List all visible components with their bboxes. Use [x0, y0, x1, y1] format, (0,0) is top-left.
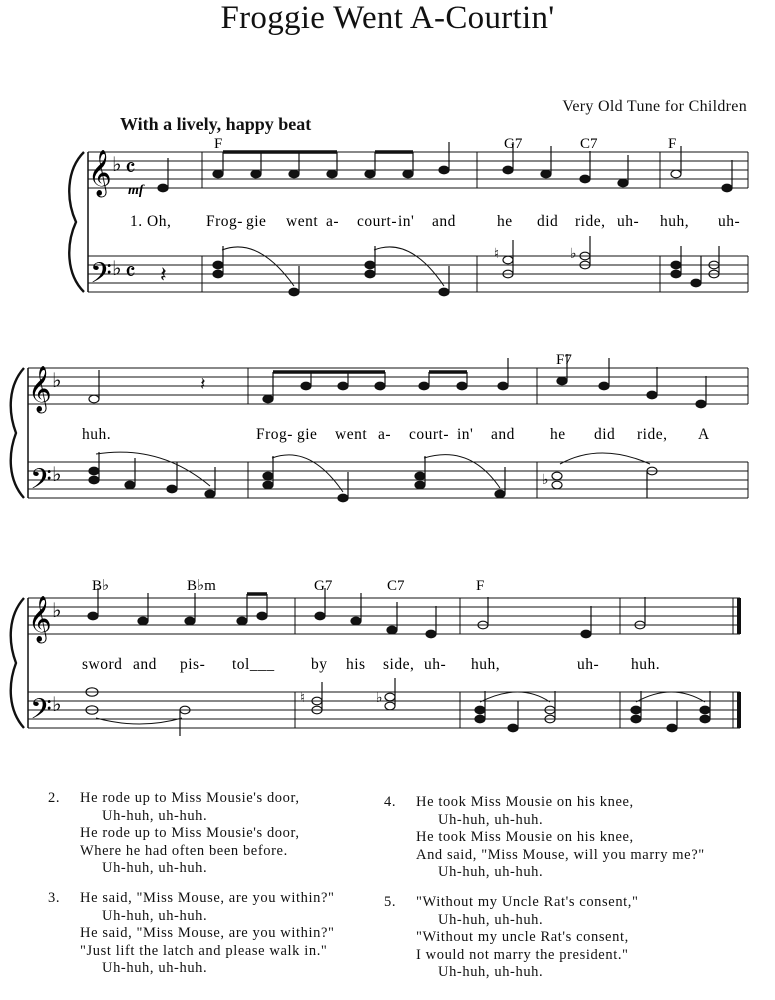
verse-line: Uh-huh, uh-huh.: [438, 864, 544, 881]
lyric-syllable: his: [346, 656, 366, 673]
lyric-syllable: uh-: [718, 213, 741, 230]
lyric-syllable: ride,: [575, 213, 606, 230]
dynamic-marking: mf: [128, 183, 144, 198]
lyric-syllable: gie: [297, 426, 318, 443]
svg-text:♮: ♮: [300, 690, 306, 706]
bass-clef-icon: 𝄢: [30, 463, 52, 503]
lyric-syllable: huh,: [660, 213, 690, 230]
bass-clef-icon: 𝄢: [90, 257, 112, 297]
lyric-syllable: huh.: [82, 426, 112, 443]
verse-line: Uh-huh, uh-huh.: [438, 811, 544, 828]
bass-clef-icon: 𝄢: [30, 693, 52, 733]
music-system-2: [0, 346, 775, 516]
chord-symbol: B♭: [92, 578, 110, 594]
score-system-1: [0, 130, 775, 310]
grand-staff-brace: [11, 598, 24, 728]
lyric-syllable: uh-: [617, 213, 640, 230]
chord-symbol: G7: [314, 578, 333, 594]
lyric-syllable: court-: [357, 213, 398, 230]
bass-notes: [89, 452, 657, 502]
lyric-syllable: a-: [378, 426, 392, 443]
verse-line: He rode up to Miss Mousie's door,: [80, 825, 300, 842]
slurs: [222, 247, 444, 286]
lyric-syllable: Frog-: [256, 426, 293, 443]
key-signature-flat-icon: ♭: [112, 256, 122, 280]
treble-clef-icon: 𝄞: [28, 596, 52, 642]
lyric-syllable: tol___: [232, 656, 275, 673]
verse-line: "Without my Uncle Rat's consent,": [416, 894, 639, 910]
common-time-icon: 𝄴: [125, 154, 136, 182]
verse-number: 3.: [48, 890, 61, 906]
verse-number: 2.: [48, 790, 61, 806]
lyric-syllable: he: [497, 213, 513, 230]
svg-text:♮: ♮: [494, 246, 500, 262]
lyric-syllable: uh-: [424, 656, 447, 673]
lyric-syllable: court-: [409, 426, 450, 443]
lyric-syllable: side,: [383, 656, 415, 673]
verse-line: Uh-huh, uh-huh.: [438, 911, 544, 928]
lyric-syllable: and: [133, 656, 157, 673]
verse-line: He took Miss Mousie on his knee,: [416, 829, 634, 846]
music-system-1: [0, 130, 775, 310]
lyric-syllable: and: [491, 426, 515, 443]
verse-line: I would not marry the president.": [416, 946, 629, 963]
chord-symbol: F7: [556, 352, 572, 368]
lyric-syllable: in': [457, 426, 474, 443]
lyric-syllable: went: [335, 426, 368, 443]
lyric-syllable: by: [311, 656, 328, 673]
verse-line: And said, "Miss Mouse, will you marry me?": [416, 846, 705, 863]
verse-line: He took Miss Mousie on his knee,: [416, 794, 634, 810]
bass-notes: [86, 678, 710, 736]
verse-number: 5.: [384, 894, 397, 910]
slurs: [96, 452, 650, 492]
key-signature-flat-icon: ♭: [52, 462, 62, 486]
verse-line: He said, "Miss Mouse, are you within?": [80, 890, 335, 906]
verse-line: Uh-huh, uh-huh.: [102, 907, 208, 924]
verse-line: "Without my uncle Rat's consent,: [416, 929, 629, 946]
lyric-syllable: in': [398, 213, 415, 230]
svg-text:♭: ♭: [376, 690, 383, 706]
music-system-3: [0, 570, 775, 750]
verse-line: Uh-huh, uh-huh.: [102, 807, 208, 824]
grand-staff-brace: [11, 368, 24, 498]
chord-symbol: F: [668, 136, 677, 152]
lyric-syllable: 1. Oh,: [130, 213, 172, 230]
bass-notes: [160, 236, 719, 296]
lyric-syllable: did: [537, 213, 559, 230]
key-signature-flat-icon: ♭: [52, 692, 62, 716]
lyric-syllable: a-: [326, 213, 340, 230]
verse-line: "Just lift the latch and please walk in.": [80, 942, 328, 959]
lyric-syllable: uh-: [577, 656, 600, 673]
common-time-icon: 𝄴: [125, 258, 136, 286]
lyric-syllable: huh,: [471, 656, 501, 673]
chord-symbol: F: [214, 136, 223, 152]
tempo-marking: With a lively, happy beat: [120, 114, 312, 134]
lyric-syllable: did: [594, 426, 616, 443]
song-subtitle: Very Old Tune for Children: [562, 98, 747, 115]
lyric-syllable: ride,: [637, 426, 668, 443]
chord-symbol: C7: [580, 136, 598, 152]
lyric-syllable: he: [550, 426, 566, 443]
verse-line: Where he had often been before.: [80, 842, 288, 859]
verse-number: 4.: [384, 794, 397, 810]
verse-line: He rode up to Miss Mousie's door,: [80, 790, 300, 806]
score-system-3: [0, 570, 775, 750]
treble-notes: [158, 142, 732, 192]
svg-text:𝄽: 𝄽: [160, 263, 167, 288]
lyric-syllable: Frog-: [206, 213, 243, 230]
key-signature-flat-icon: ♭: [52, 368, 62, 392]
key-signature-flat-icon: ♭: [112, 152, 122, 176]
svg-text:♭: ♭: [542, 472, 549, 488]
song-title: Froggie Went A-Courtin': [220, 0, 555, 36]
key-signature-flat-icon: ♭: [52, 598, 62, 622]
lyric-syllable: A: [698, 426, 710, 443]
lyric-syllable: and: [432, 213, 456, 230]
verse-line: He said, "Miss Mouse, are you within?": [80, 925, 335, 942]
svg-text:♭: ♭: [570, 246, 577, 262]
lyric-syllable: gie: [246, 213, 267, 230]
chord-symbol: G7: [504, 136, 523, 152]
chord-symbol: B♭m: [187, 578, 216, 594]
svg-text:𝄽: 𝄽: [200, 374, 206, 395]
verse-line: Uh-huh, uh-huh.: [102, 960, 208, 977]
treble-notes: [88, 588, 645, 638]
chord-symbol: C7: [387, 578, 405, 594]
score-system-2: [0, 346, 775, 516]
verse-line: Uh-huh, uh-huh.: [102, 860, 208, 877]
lyric-syllable: huh.: [631, 656, 661, 673]
grand-staff-brace: [69, 152, 84, 292]
treble-clef-icon: 𝄞: [88, 150, 112, 196]
chord-symbol: F: [476, 578, 485, 594]
treble-clef-icon: 𝄞: [28, 366, 52, 412]
treble-notes: [89, 354, 706, 408]
lyric-syllable: went: [286, 213, 319, 230]
lyric-syllable: pis-: [180, 656, 206, 673]
verse-line: Uh-huh, uh-huh.: [438, 964, 544, 981]
lyric-syllable: sword: [82, 656, 123, 673]
